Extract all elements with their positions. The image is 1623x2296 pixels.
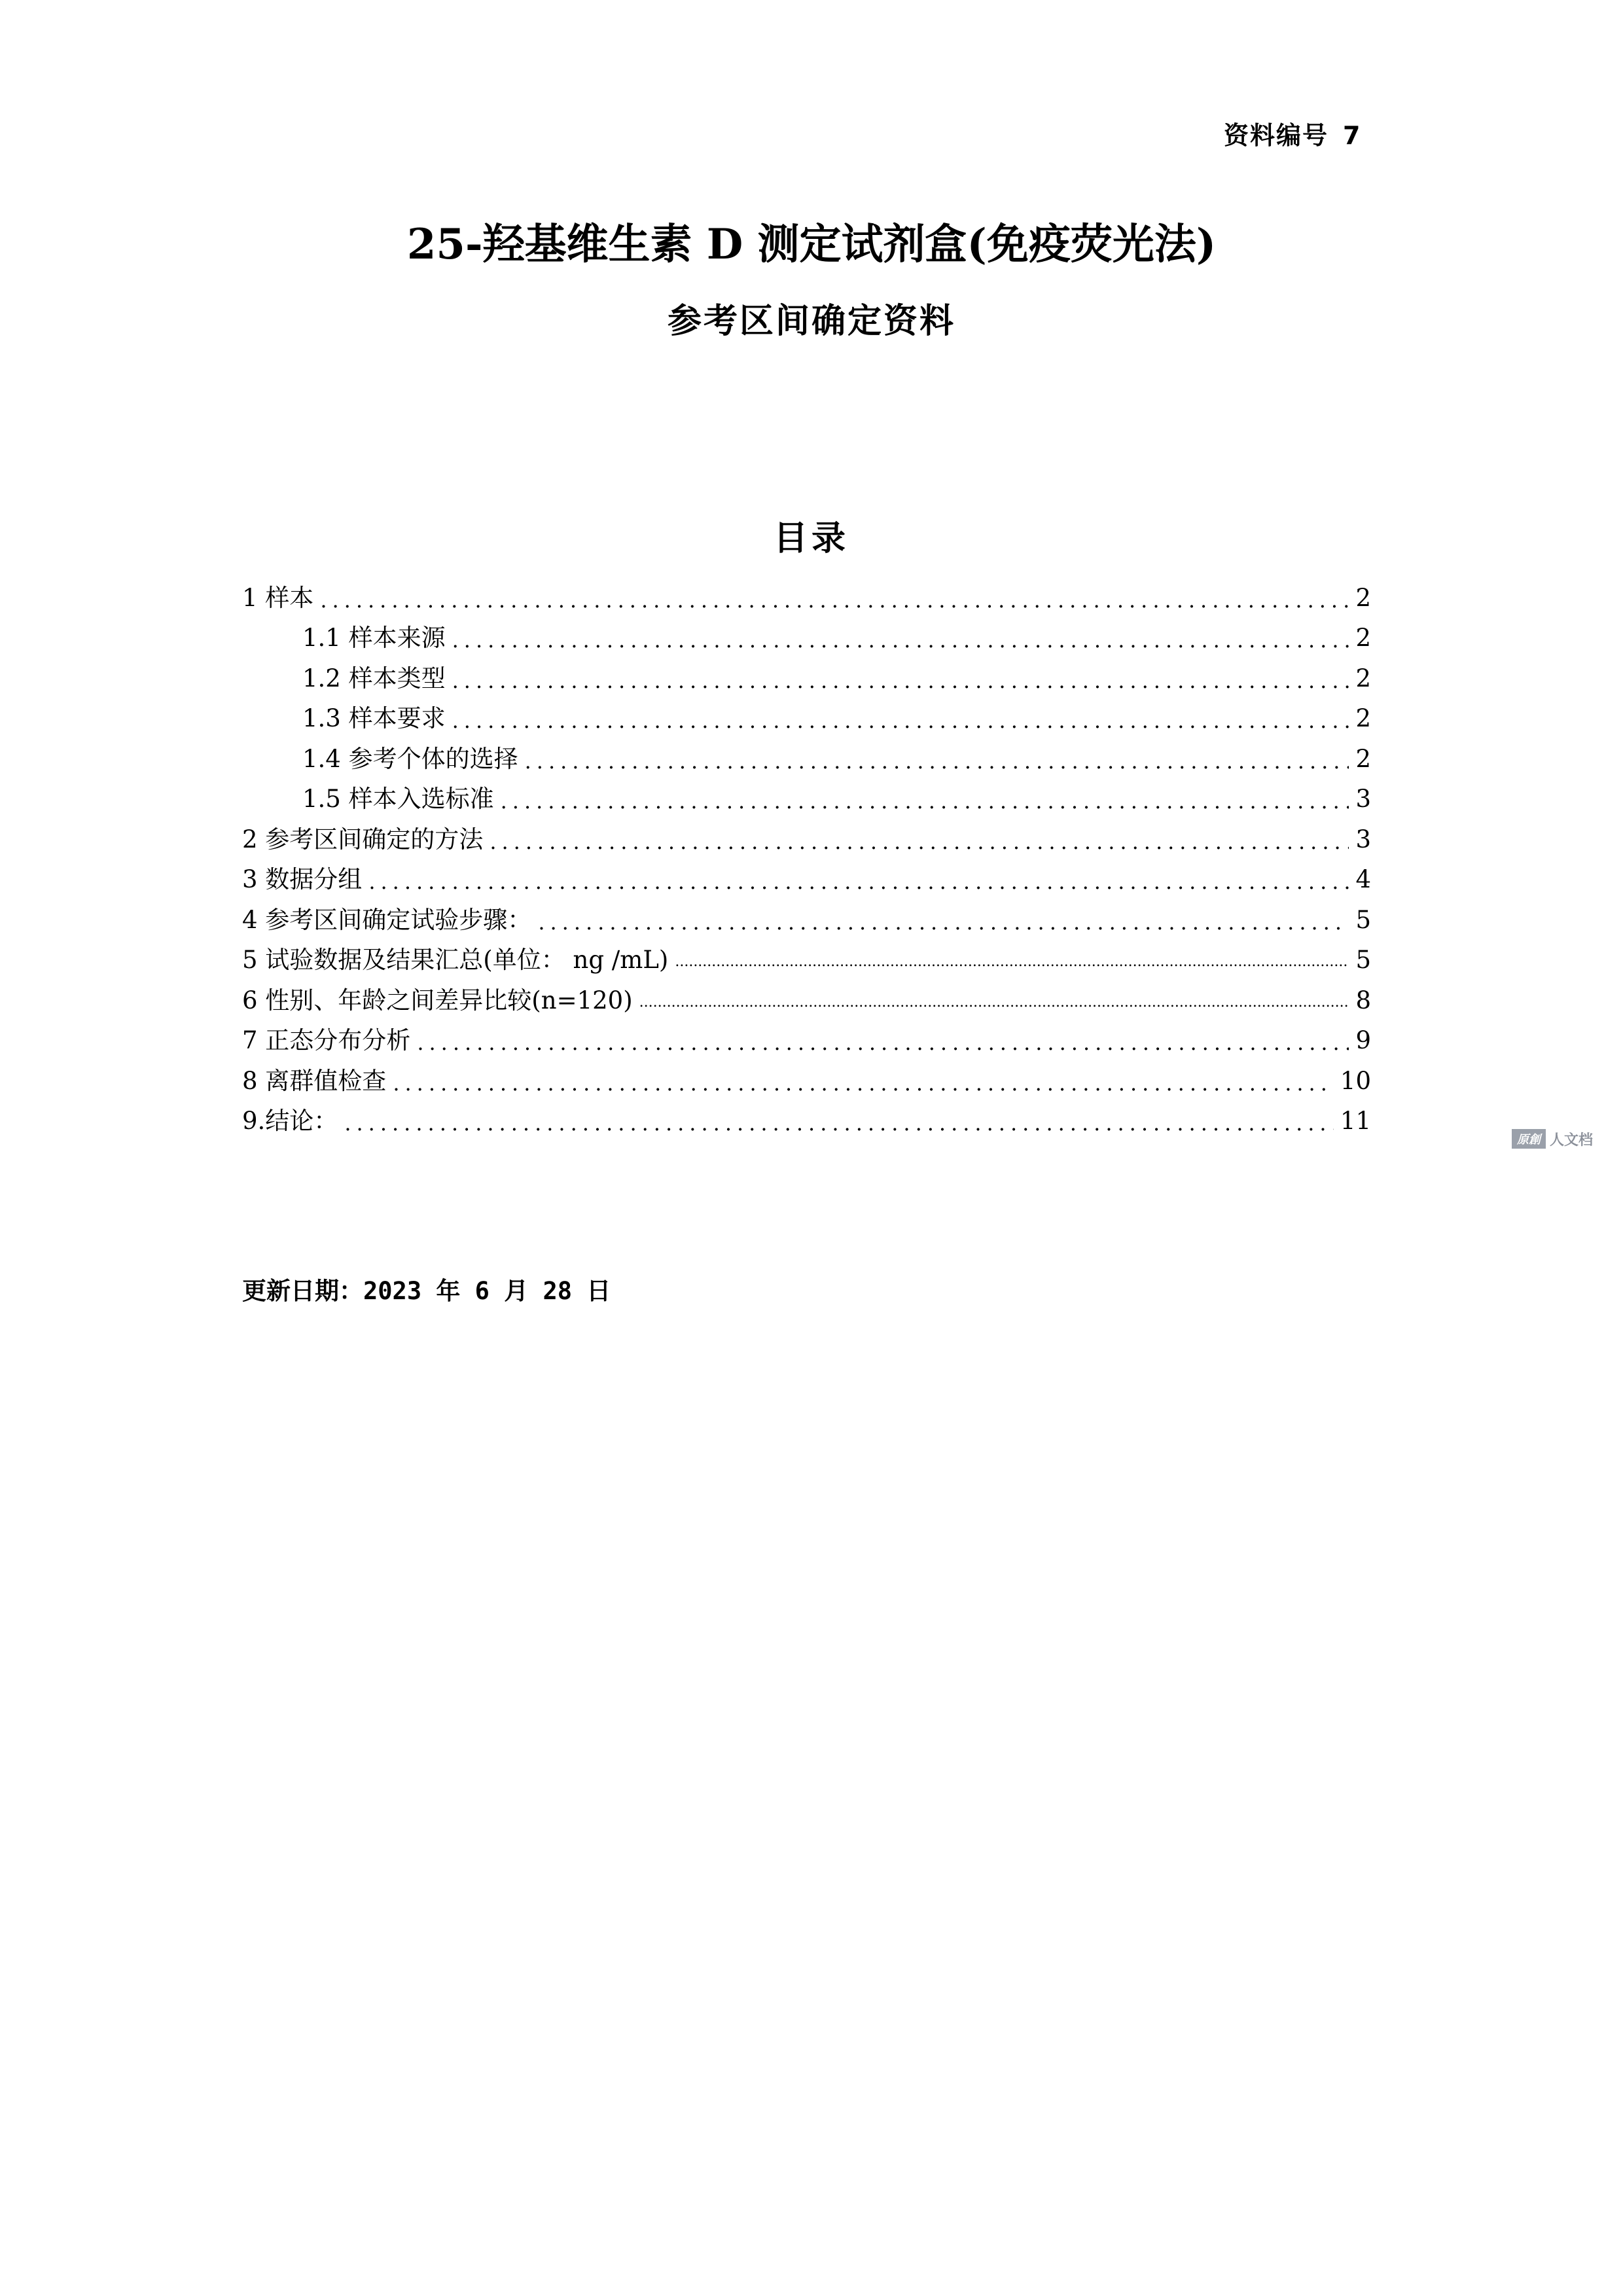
toc-entry-label: 2 参考区间确定的方法 (242, 825, 484, 853)
toc-entry-page: 11 (1340, 1107, 1371, 1135)
toc-leader-dots (490, 831, 1349, 853)
toc-entry-page: 5 (1355, 946, 1371, 974)
toc-entry[interactable] (242, 611, 1371, 652)
toc-entry-page: 2 (1355, 624, 1371, 652)
update-date: 更新日期：2023 年 6 月 28 日 (242, 1277, 611, 1305)
table-of-contents (242, 571, 1371, 1134)
toc-leader-dots (393, 1072, 1334, 1094)
toc-leader-dots (675, 951, 1349, 973)
toc-entry-page: 5 (1355, 905, 1371, 934)
toc-leader-dots (538, 911, 1349, 933)
toc-entry[interactable] (242, 651, 1371, 692)
toc-entry-page: 3 (1355, 785, 1371, 813)
toc-entry-page: 4 (1355, 865, 1371, 893)
doc-number (1224, 115, 1381, 151)
toc-entry[interactable] (242, 1094, 1371, 1135)
toc-leader-dots (452, 670, 1349, 692)
toc-entry-label: 1.3 样本要求 (302, 704, 446, 732)
document-title: 25-羟基维生素 D 测定试剂盒(免疫荧光法) (406, 220, 1217, 269)
toc-entry-label: 6 性别、年龄之间差异比较(n=120) (242, 986, 633, 1014)
toc-entry-label: 1.2 样本类型 (302, 664, 446, 692)
watermark-logo (1512, 1127, 1603, 1151)
toc-entry-label: 8 离群值检查 (242, 1066, 387, 1095)
toc-entry-page: 9 (1355, 1026, 1371, 1054)
toc-entry-page: 2 (1355, 704, 1371, 732)
toc-entry-label: 1.1 样本来源 (302, 624, 446, 652)
toc-entry[interactable] (242, 571, 1371, 611)
toc-entry-label: 1 样本 (242, 583, 314, 612)
toc-entry[interactable] (242, 933, 1371, 974)
toc-entry-label: 3 数据分组 (242, 865, 363, 893)
toc-entry[interactable] (242, 692, 1371, 732)
toc-entry[interactable] (242, 893, 1371, 933)
toc-entry-page: 2 (1355, 583, 1371, 612)
toc-entry-label: 1.5 样本入选标准 (302, 785, 494, 813)
toc-heading: 目录 (773, 519, 849, 558)
toc-leader-dots (452, 629, 1349, 651)
toc-leader-dots (368, 870, 1349, 893)
toc-entry-label: 9.结论： (242, 1107, 338, 1135)
doc-number-value: 7 (1343, 121, 1362, 150)
toc-entry-page: 8 (1355, 986, 1371, 1014)
toc-entry[interactable] (242, 732, 1371, 772)
toc-leader-dots (639, 992, 1349, 1014)
doc-number-label: 资料编号 (1224, 121, 1329, 150)
document-subtitle: 参考区间确定资料 (667, 302, 955, 341)
toc-entry[interactable] (242, 853, 1371, 893)
watermark-text: 人文档 (1550, 1132, 1594, 1149)
toc-entry[interactable] (242, 1054, 1371, 1094)
toc-entry-page: 2 (1355, 664, 1371, 692)
toc-entry[interactable] (242, 812, 1371, 853)
toc-entry[interactable] (242, 973, 1371, 1014)
toc-entry[interactable] (242, 772, 1371, 813)
toc-leader-dots (344, 1112, 1334, 1134)
toc-entry-label: 1.4 参考个体的选择 (302, 744, 518, 773)
toc-entry-page: 2 (1355, 744, 1371, 773)
toc-leader-dots (417, 1031, 1349, 1054)
toc-leader-dots (320, 589, 1349, 611)
toc-leader-dots (501, 790, 1349, 812)
toc-entry[interactable] (242, 1014, 1371, 1054)
toc-entry-label: 7 正态分布分析 (242, 1026, 411, 1054)
toc-entry-page: 10 (1340, 1066, 1371, 1095)
watermark-box: 原創 (1512, 1129, 1546, 1149)
toc-leader-dots (452, 709, 1349, 732)
toc-leader-dots (525, 750, 1349, 772)
toc-entry-page: 3 (1355, 825, 1371, 853)
toc-entry-label: 4 参考区间确定试验步骤： (242, 905, 532, 934)
toc-entry-label: 5 试验数据及结果汇总(单位： ng /mL) (242, 946, 669, 974)
